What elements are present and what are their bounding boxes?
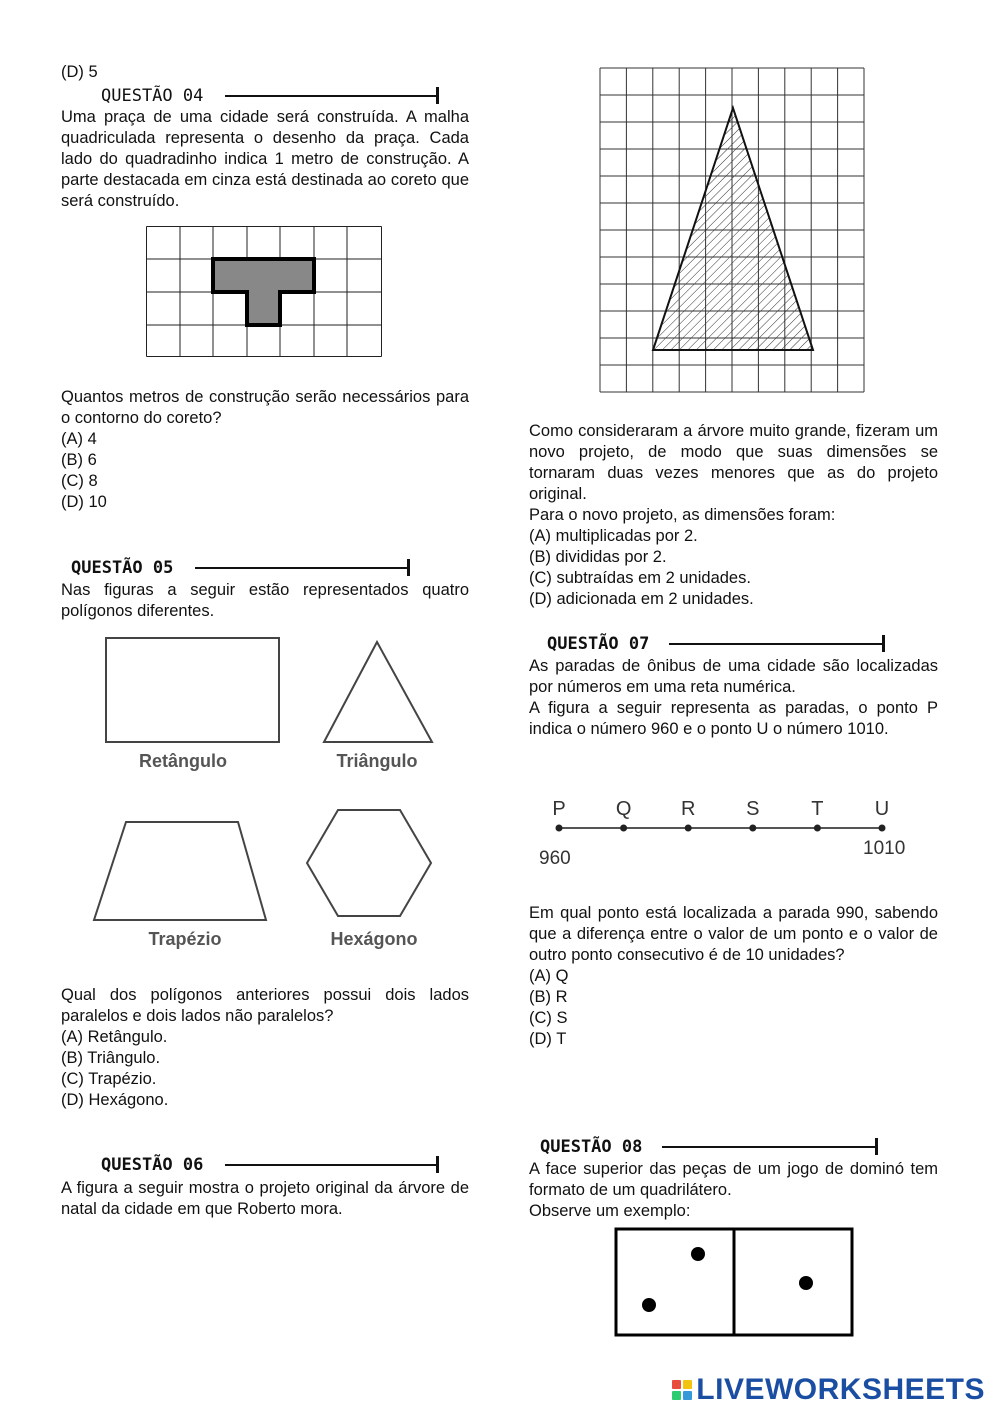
question-04-header <box>101 85 441 109</box>
option-c[interactable]: (C) subtraídas em 2 unidades. <box>529 569 751 587</box>
option-a[interactable]: (A) 4 <box>61 430 97 448</box>
option-d[interactable]: (D) 10 <box>61 493 107 511</box>
question-07-header <box>547 633 887 657</box>
option-a[interactable]: (A) multiplicadas por 2. <box>529 527 698 545</box>
number-line-label-u: U <box>874 798 890 820</box>
number-line-label-s: S <box>746 798 760 820</box>
caption-hexagon: Hexágono <box>330 929 418 949</box>
question-05-body: Qual dos polígonos anteriores possui dois lados paralelos e dois lados não paralelos? (A) Retângulo. (B) Triângulo. (C) Trapézio. (D) Hexágono. <box>61 986 469 1109</box>
header-rule-end <box>882 635 885 652</box>
tree-grid-figure <box>598 66 868 394</box>
prev-option: (D) 5 <box>61 63 98 81</box>
question-06-title: QUESTÃO 06 <box>101 1155 204 1175</box>
number-line-label-t: T <box>811 798 824 820</box>
caption-trapezoid: Trapézio <box>148 929 222 949</box>
question-06-header <box>101 1154 441 1178</box>
question-07-body: Em qual ponto está localizada a parada 990, sabendo que a diferença entre o valor de um ponto e o valor de outro ponto consecutivo é de 10 unidades? (A) Q (B) R (C) S (D) T <box>529 904 938 1048</box>
question-05-title: QUESTÃO 05 <box>71 558 174 578</box>
end-value-label: 1010 <box>863 838 906 859</box>
header-rule-end <box>875 1138 878 1155</box>
coreto-grid-figure <box>146 226 384 358</box>
question-04-body: Quantos metros de construção serão necessários para o contorno do coreto? (A) 4 (B) 6 (C) 8 (D) 10 <box>61 388 469 511</box>
coreto-shape <box>213 259 314 325</box>
number-line-figure <box>530 790 930 880</box>
tree-triangle <box>653 108 813 350</box>
polygons-figure <box>88 632 448 952</box>
caption-rectangle: Retângulo <box>139 751 227 771</box>
header-rule-end <box>436 87 439 104</box>
number-line-point-u <box>879 825 886 832</box>
triangle-shape <box>324 642 432 742</box>
question-05-text: Nas figuras a seguir estão representados quatro polígonos diferentes. <box>61 581 469 620</box>
header-rule-end <box>407 559 410 576</box>
header-rule <box>225 95 437 97</box>
question-08-text: A face superior das peças de um jogo de dominó tem formato de um quadrilátero. Observe um exemplo: <box>529 1160 938 1220</box>
number-line-point-t <box>814 825 821 832</box>
question-07-text: As paradas de ônibus de uma cidade são localizadas por números em uma reta numérica. A figura a seguir representa as paradas, o ponto P indica o número 960 e o ponto U o número 1010. <box>529 657 938 738</box>
option-d[interactable]: (D) T <box>529 1030 567 1048</box>
option-d[interactable]: (D) adicionada em 2 unidades. <box>529 590 754 608</box>
number-line-point-r <box>685 825 692 832</box>
option-a[interactable]: (A) Q <box>529 967 569 985</box>
number-line-label-p: P <box>552 798 566 820</box>
logo-text: LIVEWORKSHEETS <box>696 1373 985 1406</box>
number-line-point-q <box>620 825 627 832</box>
question-08-title: QUESTÃO 08 <box>540 1137 643 1157</box>
question-06-text: A figura a seguir mostra o projeto original da árvore de natal da cidade em que Roberto mora. <box>61 1179 469 1218</box>
header-rule <box>195 567 409 569</box>
option-b[interactable]: (B) 6 <box>61 451 97 469</box>
question-05-header <box>71 557 416 581</box>
option-c[interactable]: (C) S <box>529 1009 568 1027</box>
number-line-label-r: R <box>680 798 696 820</box>
header-rule <box>662 1146 876 1148</box>
rectangle-shape <box>106 638 279 742</box>
option-c[interactable]: (C) 8 <box>61 472 98 490</box>
header-rule <box>225 1164 437 1166</box>
header-rule-end <box>436 1156 439 1173</box>
option-b[interactable]: (B) R <box>529 988 568 1006</box>
domino-dot <box>691 1247 705 1261</box>
option-b[interactable]: (B) divididas por 2. <box>529 548 667 566</box>
option-a[interactable]: (A) Retângulo. <box>61 1028 168 1046</box>
number-line-point-p <box>556 825 563 832</box>
header-rule <box>669 643 883 645</box>
domino-figure <box>614 1227 856 1339</box>
question-08-header <box>540 1136 880 1160</box>
question-04-text: Uma praça de uma cidade será construída. A malha quadriculada representa o desenho da praça. Cada lado do quadradinho indica 1 metro de construção. A parte destacada em cinza está destinada ao coreto que será construído. <box>61 108 469 210</box>
question-06-continued: Como consideraram a árvore muito grande, fizeram um novo projeto, de modo que suas dimensões se tornaram duas vezes menores que as do projeto original. Para o novo projeto, as dimensões foram: (A) multiplicadas por 2. (B) divididas por 2. (C) subtraídas em 2 unidades. (D) adicionada em 2 unidades. <box>529 422 938 608</box>
option-b[interactable]: (B) Triângulo. <box>61 1049 161 1067</box>
question-07-title: QUESTÃO 07 <box>547 634 650 654</box>
start-value-label: 960 <box>539 848 571 869</box>
number-line-point-s <box>749 825 756 832</box>
domino-dot <box>799 1276 813 1290</box>
trapezoid-shape <box>94 822 266 920</box>
liveworksheets-logo <box>672 1373 985 1406</box>
option-d[interactable]: (D) Hexágono. <box>61 1091 169 1109</box>
hexagon-shape <box>307 810 431 916</box>
option-c[interactable]: (C) Trapézio. <box>61 1070 157 1088</box>
domino-dot <box>642 1298 656 1312</box>
caption-triangle: Triângulo <box>336 751 418 771</box>
number-line-label-q: Q <box>615 798 632 820</box>
logo-icon <box>672 1380 692 1400</box>
question-04-title: QUESTÃO 04 <box>101 86 204 106</box>
